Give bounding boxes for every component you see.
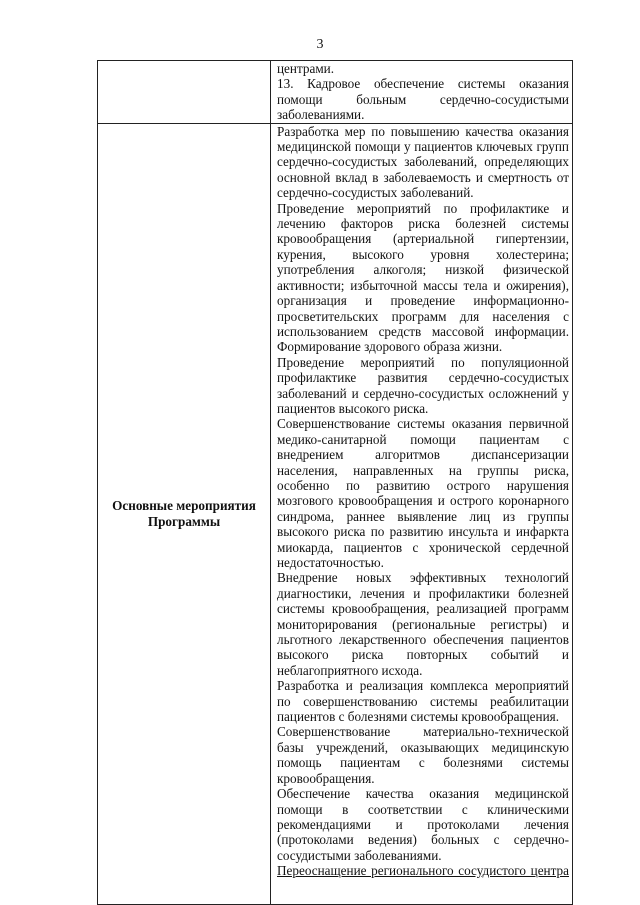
paragraph: Переоснащение регионального сосудистого центра — [277, 863, 569, 879]
row-label: Основные мероприятия Программы — [112, 498, 256, 529]
paragraph: Обеспечение качества оказания медицинской помощи в соответствии с клиническими рекомендациями и протоколами лечения (протоколами ведения) больных с сердечно-сосудистыми заболеваниями. — [277, 786, 569, 863]
page-number: 3 — [316, 37, 324, 52]
paragraph: Совершенствование материально-технической базы учреждений, оказывающих медицинскую помощь пациентам с болезнями системы кровообращения. — [277, 724, 569, 786]
paragraph: центрами. — [277, 61, 335, 76]
paragraph: Проведение мероприятий по популяционной профилактике развития сердечно-сосудистых заболеваний и сердечно-сосудистых осложнений у пациентов высокого риска. — [277, 354, 569, 416]
paragraph: Проведение мероприятий по профилактике и лечению факторов риска болезней системы кровообращения (артериальной гипертензии, курения, высокого уровня холестерина; употребления алкоголя; низкой физической активности; избыточной массы тела и ожирения), организация и проведение информационно-просветительских программ для населения с использованием средств массовой информации. Формирование здорового образа жизни. — [277, 200, 569, 355]
label-cell-empty — [98, 61, 271, 124]
content-cell — [271, 123, 573, 904]
program-table — [97, 60, 573, 905]
paragraph: Внедрение новых эффективных технологий диагностики, лечения и профилактики болезней системы кровообращения, реализацией программ мониторирования (региональные регистры) и льготного лекарственного обеспечения пациентов высокого риска повторных событий и неблагоприятного исхода. — [277, 570, 569, 678]
table-row — [98, 123, 573, 904]
content-cell — [271, 61, 573, 124]
paragraph: 13. Кадровое обеспечение системы оказания помощи больным сердечно-сосудистыми заболеваниями. — [277, 76, 569, 123]
paragraph: Разработка мер по повышению качества оказания медицинской помощи у пациентов ключевых групп сердечно-сосудистых заболеваний, определяющих основной вклад в заболеваемость и смертность от сердечно-сосудистых заболеваний. — [277, 123, 569, 201]
label-cell — [98, 123, 271, 904]
paragraph: Разработка и реализация комплекса мероприятий по совершенствованию системы реабилитации пациентов с болезнями системы кровообращения. — [277, 678, 569, 725]
table-row — [98, 61, 573, 124]
paragraph: Совершенствование системы оказания первичной медико-санитарной помощи пациентам с внедрением алгоритмов диспансеризации населения, направленных на группы риска, особенно по развитию острого нарушения мозгового кровообращения и острого коронарного синдрома, раннее выявление лиц из группы высокого риска по развитию инсульта и инфаркта миокарда, пациентов с хронической сердечной недостаточностью. — [277, 416, 569, 570]
